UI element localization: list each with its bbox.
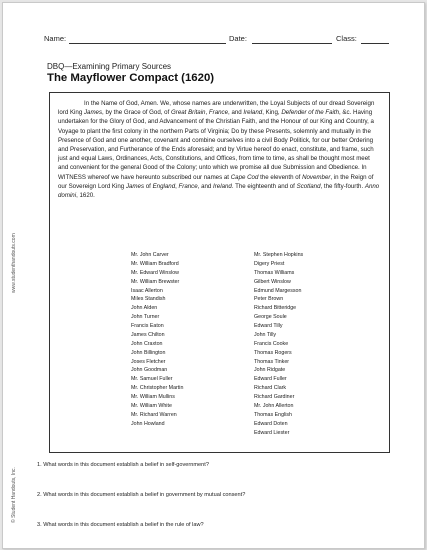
signer-name: Mr. John Allerton [254, 402, 294, 409]
signer-name: Mr. Samuel Fuller [131, 376, 173, 383]
compact-text-segment: , King, [262, 109, 282, 117]
question-2: 2. What words in this document establish a belief in government by mutual consent? [37, 492, 246, 498]
signer-name: John Ridgate [254, 367, 286, 374]
signer-name: Mr. Richard Warren [131, 411, 177, 418]
compact-italic-segment: Scotland [296, 182, 321, 190]
compact-text-segment: , &c. Having undertaken for the Glory of God, and Advancement of the Christian Faith, and the Honour of our King and Country, a Voyage to plant the first colony in the northern Parts of Virginia; Do by these Presents, solemnly and mutually in the Presence of God and one another, covenant and combine ourselves into a civil Body Politick, for our better Ordering and Preservation, and Furtherance of the Ends aforesaid; and by Virtue hereof do enact, constitute, and frame, such just and equal Laws, Ordinances, Acts, Constitutions, and Offices, from time to time, as shall be thought most meet and convenient for the general Good of the Colony; unto which we promise all due Submission and Obedience. In WITNESS whereof we have hereunto subscribed our names at [58, 109, 374, 181]
compact-text-segment: , 1620. [76, 192, 95, 200]
worksheet-subtitle: DBQ—Examining Primary Sources [47, 62, 172, 71]
signer-name: Peter Brown [254, 296, 284, 303]
compact-text-segment: , and [197, 182, 214, 190]
signer-name: Joses Fletcher [131, 358, 166, 365]
compact-text-segment: , [205, 109, 209, 117]
signer-name: Gilbert Winslow [254, 278, 291, 285]
compact-italic-segment: Ireland [243, 109, 263, 117]
signer-name: Mr. Christopher Martin [131, 385, 184, 392]
signer-name: Isaac Allerton [131, 287, 163, 294]
signer-name: Thomas Rogers [254, 349, 292, 356]
compact-text-segment: , and [228, 109, 244, 117]
signer-name: Mr. John Carver [131, 252, 169, 258]
website-watermark: www.studenthandouts.com [11, 233, 17, 293]
compact-text-segment: , [175, 182, 179, 190]
signer-name: Edward Tilly [254, 323, 283, 329]
compact-text-segment: . The eighteenth and of [231, 182, 297, 190]
compact-italic-segment: Defender of the Faith [281, 109, 340, 117]
compact-text-segment: , by the Grace of God, of [102, 109, 171, 117]
signer-name: Mr. Stephen Hopkins [254, 252, 304, 258]
signer-name: Mr. William Bradford [131, 260, 179, 267]
signers-left-column [131, 251, 183, 429]
date-label: Date: [229, 34, 247, 43]
compact-text-segment: of [144, 182, 153, 190]
signer-name: John Turner [131, 314, 160, 321]
signer-name: Mr. William Mullins [131, 394, 175, 400]
page-title: The Mayflower Compact (1620) [47, 72, 215, 84]
class-blank-line[interactable] [361, 43, 389, 44]
signer-name: Francis Eaton [131, 323, 164, 329]
primary-source-box [49, 92, 390, 453]
compact-italic-segment: England [152, 182, 176, 190]
signer-name: John Goodman [131, 367, 168, 374]
class-label: Class: [336, 34, 357, 43]
compact-text-segment: , the fifty-fourth. [320, 182, 365, 190]
signer-name: John Tilly [254, 331, 277, 338]
compact-italic-segment: Anno domini [58, 182, 380, 200]
signer-name: John Howland [131, 420, 165, 427]
signer-name: Edmund Margesson [254, 287, 302, 294]
question-1: 1. What words in this document establish a belief in self-government? [37, 462, 209, 468]
signer-name: John Alden [131, 305, 158, 312]
compact-italic-segment: November [302, 173, 331, 181]
compact-italic-segment: France [178, 182, 198, 190]
signer-name: John Billington [131, 349, 166, 356]
compact-italic-segment: James [83, 109, 103, 117]
signer-name: Thomas English [254, 411, 292, 418]
date-blank-line[interactable] [252, 43, 332, 44]
signer-name: Francis Cooke [254, 340, 289, 347]
signer-name: George Soule [254, 314, 287, 321]
compact-italic-segment: Ireland [213, 182, 232, 190]
signer-name: Mr. Edward Winslow [131, 269, 179, 276]
name-label: Name: [44, 34, 67, 43]
signer-name: Richard Clark [254, 385, 287, 392]
compact-italic-segment: James [125, 182, 145, 190]
signer-name: Edward Liester [254, 429, 290, 436]
question-3: 3. What words in this document establish a belief in the rule of law? [37, 522, 204, 528]
compact-italic-segment: Cape Cod [230, 173, 259, 181]
signer-name: John Craxton [131, 340, 163, 347]
copyright-watermark: © Student Handouts, Inc. [11, 467, 17, 523]
compact-text-segment: In the Name of God, Amen. We, whose names are underwritten, the Loyal Subjects of our dread Sovereign lord King [58, 100, 375, 117]
signer-name: Thomas Williams [254, 269, 295, 276]
signer-name: Thomas Tinker [254, 358, 290, 365]
signer-name: Mr. William White [131, 402, 172, 409]
compact-italic-segment: France [208, 109, 229, 117]
compact-text-segment: , in the Reign of our Sovereign Lord King [58, 173, 374, 190]
signer-name: Richard Bitteridge [254, 305, 297, 312]
signer-name: Digery Priest [254, 260, 285, 267]
compact-text-segment: the eleventh of [258, 173, 303, 181]
signer-name: Edward Doten [254, 420, 288, 427]
compact-text [58, 99, 381, 200]
signer-name: Richard Gardiner [254, 394, 295, 400]
signer-name: James Chilton [131, 331, 165, 338]
signer-name: Mr. William Brewster [131, 278, 180, 285]
signers-right-column [254, 251, 303, 437]
worksheet-page [2, 2, 425, 549]
signer-name: Edward Fuller [254, 376, 287, 383]
name-blank-line[interactable] [69, 43, 226, 44]
compact-italic-segment: Great Britain [171, 109, 206, 117]
signer-name: Miles Standish [131, 296, 166, 303]
